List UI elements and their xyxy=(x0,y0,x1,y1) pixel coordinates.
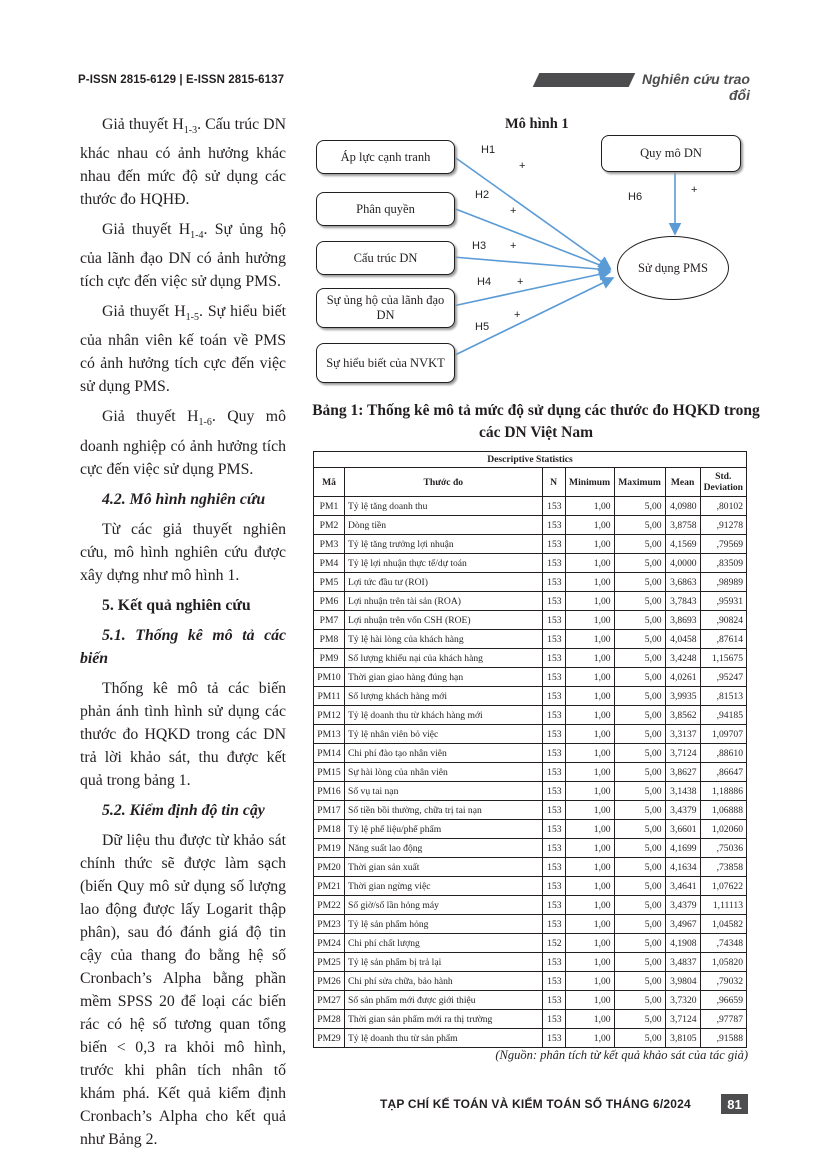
label-h5: H5 xyxy=(475,321,490,333)
cell-mean: 3,6601 xyxy=(665,820,700,839)
cell-maximum: 5,00 xyxy=(614,535,665,554)
cell-mean: 3,7124 xyxy=(665,744,700,763)
cell-n: 153 xyxy=(542,706,565,725)
cell-code: PM24 xyxy=(314,934,345,953)
cell-std-deviation: ,96659 xyxy=(700,991,746,1010)
cell-mean: 3,4379 xyxy=(665,801,700,820)
cell-n: 153 xyxy=(542,611,565,630)
cell-maximum: 5,00 xyxy=(614,1029,665,1048)
cell-maximum: 5,00 xyxy=(614,516,665,535)
header-decor-bar xyxy=(533,73,636,87)
cell-minimum: 1,00 xyxy=(565,820,614,839)
paragraph-4-2: Từ các giả thuyết nghiên cứu, mô hình nghiên cứu được xây dựng như mô hình 1. xyxy=(80,520,286,584)
cell-mean: 3,4967 xyxy=(665,915,700,934)
cell-maximum: 5,00 xyxy=(614,763,665,782)
col-header-maximum: Maximum xyxy=(614,468,665,497)
cell-code: PM10 xyxy=(314,668,345,687)
cell-n: 153 xyxy=(542,573,565,592)
cell-mean: 4,1569 xyxy=(665,535,700,554)
cell-minimum: 1,00 xyxy=(565,991,614,1010)
cell-code: PM5 xyxy=(314,573,345,592)
cell-std-deviation: 1,18886 xyxy=(700,782,746,801)
cell-minimum: 1,00 xyxy=(565,782,614,801)
cell-minimum: 1,00 xyxy=(565,687,614,706)
cell-n: 153 xyxy=(542,630,565,649)
cell-std-deviation: 1,09707 xyxy=(700,725,746,744)
box-leadership-support: Sự ủng hộ của lãnh đạo DN xyxy=(316,288,455,328)
cell-n: 153 xyxy=(542,991,565,1010)
cell-code: PM16 xyxy=(314,782,345,801)
hypothesis-h16: Giả thuyết $H_{1-6}$. Quy mô doanh nghiệp có ảnh hưởng tích cực đến việc sử dụng PMS. xyxy=(80,408,286,478)
cell-minimum: 1,00 xyxy=(565,801,614,820)
table-row xyxy=(314,1010,747,1029)
cell-measure: Sự hài lòng của nhân viên xyxy=(345,763,543,782)
cell-n: 153 xyxy=(542,801,565,820)
cell-measure: Tỷ lệ nhân viên bỏ việc xyxy=(345,725,543,744)
table-row xyxy=(314,972,747,991)
table-header-row xyxy=(314,468,747,497)
cell-maximum: 5,00 xyxy=(614,554,665,573)
table-row xyxy=(314,820,747,839)
cell-measure: Tỷ lệ lợi nhuận thực tế/dự toán xyxy=(345,554,543,573)
label-plus-5: + xyxy=(514,309,521,321)
table-row xyxy=(314,668,747,687)
cell-n: 153 xyxy=(542,877,565,896)
label-h4: H4 xyxy=(477,276,492,288)
cell-minimum: 1,00 xyxy=(565,934,614,953)
cell-code: PM29 xyxy=(314,1029,345,1048)
cell-minimum: 1,00 xyxy=(565,877,614,896)
heading-5-2: 5.2. Kiểm định độ tin cậy xyxy=(102,801,265,819)
arrow-h5 xyxy=(453,278,613,356)
cell-code: PM3 xyxy=(314,535,345,554)
cell-n: 153 xyxy=(542,972,565,991)
cell-mean: 3,7320 xyxy=(665,991,700,1010)
cell-minimum: 1,00 xyxy=(565,516,614,535)
cell-measure: Tỷ lệ doanh thu từ sản phẩm xyxy=(345,1029,543,1048)
section-title: Nghiên cứu trao đổi xyxy=(641,71,750,103)
cell-minimum: 1,00 xyxy=(565,763,614,782)
table-row xyxy=(314,630,747,649)
cell-measure: Số tiền bồi thường, chữa trị tai nạn xyxy=(345,801,543,820)
cell-measure: Tỷ lệ tăng doanh thu xyxy=(345,497,543,516)
cell-std-deviation: ,95247 xyxy=(700,668,746,687)
cell-maximum: 5,00 xyxy=(614,668,665,687)
table-row xyxy=(314,497,747,516)
cell-std-deviation: ,80102 xyxy=(700,497,746,516)
cell-mean: 3,4379 xyxy=(665,896,700,915)
heading-5-1: 5.1. Thống kê mô tả các biến xyxy=(80,626,286,667)
cell-std-deviation: ,87614 xyxy=(700,630,746,649)
cell-code: PM15 xyxy=(314,763,345,782)
cell-measure: Thời gian sản xuất xyxy=(345,858,543,877)
cell-maximum: 5,00 xyxy=(614,915,665,934)
cell-maximum: 5,00 xyxy=(614,953,665,972)
journal-footer: TẠP CHÍ KẾ TOÁN VÀ KIỂM TOÁN SỐ THÁNG 6/2024 xyxy=(380,1097,691,1111)
col-header-minimum: Minimum xyxy=(565,468,614,497)
cell-minimum: 1,00 xyxy=(565,649,614,668)
cell-minimum: 1,00 xyxy=(565,497,614,516)
cell-minimum: 1,00 xyxy=(565,706,614,725)
cell-std-deviation: ,95931 xyxy=(700,592,746,611)
cell-n: 153 xyxy=(542,1029,565,1048)
cell-minimum: 1,00 xyxy=(565,592,614,611)
label-plus-2: + xyxy=(510,205,517,217)
page-number: 81 xyxy=(721,1094,748,1114)
arrow-h2 xyxy=(453,208,610,269)
paragraph-5-2: Dữ liệu thu được từ khảo sát chính thức sẽ được làm sạch (biến Quy mô sử dụng số lượng lao động được lấy Logarit thập phân), sau đó đánh giá độ tin cậy của thang đo bằng hệ số Cronbach’s Alpha bằng phần mềm SPSS 20 để loại các biến rác có hệ số tương quan tổng biến < 0,3 ra khỏi mô hình, trước khi phân tích nhân tố khám phá. Kết quả kiểm định Cronbach’s Alpha cho kết quả như Bảng 2. xyxy=(80,831,286,1148)
table-row xyxy=(314,554,747,573)
cell-code: PM28 xyxy=(314,1010,345,1029)
cell-n: 153 xyxy=(542,592,565,611)
label-h2: H2 xyxy=(475,189,490,201)
cell-n: 153 xyxy=(542,839,565,858)
cell-measure: Dòng tiền xyxy=(345,516,543,535)
col-header-n: N xyxy=(542,468,565,497)
cell-measure: Tỷ lệ sản phẩm bị trả lại xyxy=(345,953,543,972)
cell-n: 153 xyxy=(542,497,565,516)
cell-code: PM19 xyxy=(314,839,345,858)
hypothesis-h13: Giả thuyết $H_{1-3}$. Cấu trúc DN khác nhau có ảnh hưởng khác nhau đến mức độ sử dụng các thước đo HQHĐ. xyxy=(80,116,286,209)
cell-std-deviation: 1,04582 xyxy=(700,915,746,934)
cell-mean: 4,0980 xyxy=(665,497,700,516)
table-row xyxy=(314,934,747,953)
cell-mean: 3,4641 xyxy=(665,877,700,896)
cell-maximum: 5,00 xyxy=(614,991,665,1010)
cell-code: PM9 xyxy=(314,649,345,668)
cell-code: PM21 xyxy=(314,877,345,896)
cell-mean: 4,1908 xyxy=(665,934,700,953)
cell-std-deviation: ,97787 xyxy=(700,1010,746,1029)
cell-mean: 4,1634 xyxy=(665,858,700,877)
box-structure: Cấu trúc DN xyxy=(316,241,455,275)
cell-mean: 3,1438 xyxy=(665,782,700,801)
cell-maximum: 5,00 xyxy=(614,877,665,896)
ellipse-pms-usage: Sử dụng PMS xyxy=(617,236,729,300)
cell-measure: Chi phí chất lượng xyxy=(345,934,543,953)
cell-n: 153 xyxy=(542,763,565,782)
cell-minimum: 1,00 xyxy=(565,858,614,877)
cell-measure: Số giờ/số lần hỏng máy xyxy=(345,896,543,915)
cell-code: PM1 xyxy=(314,497,345,516)
cell-maximum: 5,00 xyxy=(614,497,665,516)
cell-minimum: 1,00 xyxy=(565,630,614,649)
table-row xyxy=(314,725,747,744)
table-row xyxy=(314,1029,747,1048)
cell-std-deviation: ,79569 xyxy=(700,535,746,554)
table-row xyxy=(314,611,747,630)
table-row xyxy=(314,649,747,668)
cell-std-deviation: ,91278 xyxy=(700,516,746,535)
cell-std-deviation: ,83509 xyxy=(700,554,746,573)
cell-measure: Tỷ lệ hài lòng của khách hàng xyxy=(345,630,543,649)
cell-std-deviation: ,88610 xyxy=(700,744,746,763)
box-competitive-pressure: Áp lực cạnh tranh xyxy=(316,140,455,174)
cell-code: PM27 xyxy=(314,991,345,1010)
cell-measure: Số lượng khiếu nại của khách hàng xyxy=(345,649,543,668)
cell-measure: Số sản phẩm mới được giới thiệu xyxy=(345,991,543,1010)
cell-n: 153 xyxy=(542,782,565,801)
cell-measure: Tỷ lệ sản phẩm hỏng xyxy=(345,915,543,934)
cell-std-deviation: ,98989 xyxy=(700,573,746,592)
box-accountant-knowledge: Sự hiểu biết của NVKT xyxy=(316,343,455,383)
cell-mean: 3,8693 xyxy=(665,611,700,630)
cell-maximum: 5,00 xyxy=(614,801,665,820)
cell-measure: Tỷ lệ phế liệu/phế phẩm xyxy=(345,820,543,839)
diagram-title: Mô hình 1 xyxy=(505,116,569,132)
cell-measure: Số lượng khách hàng mới xyxy=(345,687,543,706)
table-row xyxy=(314,782,747,801)
box-firm-size: Quy mô DN xyxy=(601,135,741,172)
cell-code: PM6 xyxy=(314,592,345,611)
cell-minimum: 1,00 xyxy=(565,725,614,744)
table-1-title: Bảng 1: Thống kê mô tả mức độ sử dụng các thước đo HQKD trong các DN Việt Nam xyxy=(312,402,760,441)
cell-measure: Chi phí sửa chữa, bảo hành xyxy=(345,972,543,991)
cell-code: PM25 xyxy=(314,953,345,972)
box-decentralization: Phân quyền xyxy=(316,192,455,226)
cell-std-deviation: 1,05820 xyxy=(700,953,746,972)
hypothesis-h15: Giả thuyết $H_{1-5}$. Sự hiểu biết của nhân viên kế toán về PMS có ảnh hưởng tích cực đến việc sử dụng PMS. xyxy=(80,303,286,396)
table-row xyxy=(314,858,747,877)
cell-std-deviation: ,91588 xyxy=(700,1029,746,1048)
table-caption: Descriptive Statistics xyxy=(314,452,747,468)
cell-minimum: 1,00 xyxy=(565,1010,614,1029)
cell-code: PM18 xyxy=(314,820,345,839)
table-row xyxy=(314,706,747,725)
table-body xyxy=(314,497,747,1048)
table-row xyxy=(314,953,747,972)
table-row xyxy=(314,839,747,858)
cell-measure: Lợi nhuận trên tài sản (ROA) xyxy=(345,592,543,611)
cell-mean: 3,4248 xyxy=(665,649,700,668)
cell-minimum: 1,00 xyxy=(565,535,614,554)
cell-code: PM8 xyxy=(314,630,345,649)
cell-mean: 3,7843 xyxy=(665,592,700,611)
cell-std-deviation: ,94185 xyxy=(700,706,746,725)
cell-code: PM13 xyxy=(314,725,345,744)
cell-std-deviation: 1,11113 xyxy=(700,896,746,915)
cell-minimum: 1,00 xyxy=(565,668,614,687)
cell-std-deviation: ,90824 xyxy=(700,611,746,630)
cell-n: 153 xyxy=(542,744,565,763)
label-plus-6: + xyxy=(691,184,698,196)
cell-maximum: 5,00 xyxy=(614,1010,665,1029)
cell-n: 153 xyxy=(542,725,565,744)
cell-std-deviation: ,81513 xyxy=(700,687,746,706)
table-row xyxy=(314,915,747,934)
cell-mean: 3,4837 xyxy=(665,953,700,972)
cell-maximum: 5,00 xyxy=(614,896,665,915)
cell-std-deviation: ,73858 xyxy=(700,858,746,877)
table-row xyxy=(314,896,747,915)
cell-minimum: 1,00 xyxy=(565,896,614,915)
label-h1: H1 xyxy=(481,144,496,156)
cell-maximum: 5,00 xyxy=(614,820,665,839)
cell-measure: Chi phí đào tạo nhân viên xyxy=(345,744,543,763)
cell-n: 153 xyxy=(542,516,565,535)
cell-maximum: 5,00 xyxy=(614,592,665,611)
cell-measure: Năng suất lao động xyxy=(345,839,543,858)
research-model-diagram xyxy=(305,110,755,395)
cell-std-deviation: ,75036 xyxy=(700,839,746,858)
cell-measure: Số vụ tai nạn xyxy=(345,782,543,801)
cell-code: PM20 xyxy=(314,858,345,877)
cell-n: 153 xyxy=(542,953,565,972)
cell-mean: 4,0261 xyxy=(665,668,700,687)
label-plus-1: + xyxy=(519,160,526,172)
cell-code: PM11 xyxy=(314,687,345,706)
col-header-measure: Thước đo xyxy=(345,468,543,497)
table-source-note: (Nguồn: phân tích từ kết quả khảo sát của tác giả) xyxy=(495,1048,748,1062)
cell-mean: 3,8105 xyxy=(665,1029,700,1048)
table-row xyxy=(314,592,747,611)
cell-code: PM2 xyxy=(314,516,345,535)
cell-mean: 3,6863 xyxy=(665,573,700,592)
cell-mean: 3,9804 xyxy=(665,972,700,991)
col-header-code: Mã xyxy=(314,468,345,497)
table-row xyxy=(314,516,747,535)
cell-measure: Thời gian sản phẩm mới ra thị trường xyxy=(345,1010,543,1029)
cell-std-deviation: 1,15675 xyxy=(700,649,746,668)
table-row xyxy=(314,991,747,1010)
cell-mean: 4,1699 xyxy=(665,839,700,858)
cell-n: 153 xyxy=(542,896,565,915)
cell-maximum: 5,00 xyxy=(614,839,665,858)
cell-minimum: 1,00 xyxy=(565,972,614,991)
label-h3: H3 xyxy=(472,240,487,252)
table-row xyxy=(314,744,747,763)
cell-n: 153 xyxy=(542,915,565,934)
table-row xyxy=(314,877,747,896)
cell-maximum: 5,00 xyxy=(614,725,665,744)
cell-std-deviation: 1,02060 xyxy=(700,820,746,839)
cell-measure: Lợi nhuận trên vốn CSH (ROE) xyxy=(345,611,543,630)
cell-std-deviation: 1,06888 xyxy=(700,801,746,820)
cell-minimum: 1,00 xyxy=(565,554,614,573)
cell-measure: Tỷ lệ tăng trưởng lợi nhuận xyxy=(345,535,543,554)
cell-maximum: 5,00 xyxy=(614,687,665,706)
cell-std-deviation: ,86647 xyxy=(700,763,746,782)
table-row xyxy=(314,535,747,554)
cell-minimum: 1,00 xyxy=(565,915,614,934)
cell-code: PM7 xyxy=(314,611,345,630)
cell-minimum: 1,00 xyxy=(565,744,614,763)
cell-n: 153 xyxy=(542,649,565,668)
cell-maximum: 5,00 xyxy=(614,934,665,953)
cell-maximum: 5,00 xyxy=(614,573,665,592)
col-header-std-deviation: Std. Deviation xyxy=(700,468,746,497)
cell-maximum: 5,00 xyxy=(614,630,665,649)
col-header-mean: Mean xyxy=(665,468,700,497)
cell-n: 153 xyxy=(542,554,565,573)
cell-mean: 3,8562 xyxy=(665,706,700,725)
cell-minimum: 1,00 xyxy=(565,953,614,972)
label-h6: H6 xyxy=(628,191,643,203)
paragraph-5-1: Thống kê mô tả các biến phản ánh tình hình sử dụng các thước đo HQKD trong các DN trả lời khảo sát, thu được kết quả trong bảng 1. xyxy=(80,679,286,789)
cell-n: 152 xyxy=(542,934,565,953)
cell-std-deviation: ,74348 xyxy=(700,934,746,953)
cell-mean: 3,8758 xyxy=(665,516,700,535)
label-plus-4: + xyxy=(517,276,524,288)
cell-mean: 4,0000 xyxy=(665,554,700,573)
cell-minimum: 1,00 xyxy=(565,611,614,630)
cell-maximum: 5,00 xyxy=(614,782,665,801)
cell-n: 153 xyxy=(542,820,565,839)
cell-code: PM17 xyxy=(314,801,345,820)
cell-code: PM22 xyxy=(314,896,345,915)
cell-maximum: 5,00 xyxy=(614,611,665,630)
heading-4-2: 4.2. Mô hình nghiên cứu xyxy=(102,490,266,508)
issn-line: P-ISSN 2815-6129 | E-ISSN 2815-6137 xyxy=(78,74,285,86)
left-column xyxy=(80,113,286,1158)
cell-n: 153 xyxy=(542,858,565,877)
cell-code: PM23 xyxy=(314,915,345,934)
cell-mean: 3,3137 xyxy=(665,725,700,744)
cell-n: 153 xyxy=(542,687,565,706)
cell-minimum: 1,00 xyxy=(565,573,614,592)
cell-measure: Lợi tức đầu tư (ROI) xyxy=(345,573,543,592)
cell-mean: 4,0458 xyxy=(665,630,700,649)
cell-code: PM4 xyxy=(314,554,345,573)
cell-measure: Thời gian giao hàng đúng hạn xyxy=(345,668,543,687)
cell-code: PM12 xyxy=(314,706,345,725)
cell-n: 153 xyxy=(542,668,565,687)
cell-measure: Tỷ lệ doanh thu từ khách hàng mới xyxy=(345,706,543,725)
cell-std-deviation: 1,07622 xyxy=(700,877,746,896)
cell-n: 153 xyxy=(542,535,565,554)
cell-mean: 3,7124 xyxy=(665,1010,700,1029)
arrow-h3 xyxy=(453,257,610,270)
cell-minimum: 1,00 xyxy=(565,1029,614,1048)
cell-measure: Thời gian ngừng việc xyxy=(345,877,543,896)
cell-maximum: 5,00 xyxy=(614,972,665,991)
cell-std-deviation: ,79032 xyxy=(700,972,746,991)
label-plus-3: + xyxy=(510,240,517,252)
hypothesis-h14: Giả thuyết $H_{1-4}$. Sự ủng hộ của lãnh đạo DN có ảnh hưởng tích cực đến việc sử dụng PMS. xyxy=(80,221,286,291)
cell-mean: 3,8627 xyxy=(665,763,700,782)
table-row xyxy=(314,763,747,782)
cell-minimum: 1,00 xyxy=(565,839,614,858)
cell-maximum: 5,00 xyxy=(614,744,665,763)
descriptive-statistics-table xyxy=(313,451,747,1048)
cell-maximum: 5,00 xyxy=(614,706,665,725)
table-row xyxy=(314,687,747,706)
cell-code: PM26 xyxy=(314,972,345,991)
cell-mean: 3,9935 xyxy=(665,687,700,706)
cell-n: 153 xyxy=(542,1010,565,1029)
table-row xyxy=(314,801,747,820)
cell-maximum: 5,00 xyxy=(614,858,665,877)
heading-5: 5. Kết quả nghiên cứu xyxy=(102,596,251,614)
table-row xyxy=(314,573,747,592)
cell-maximum: 5,00 xyxy=(614,649,665,668)
cell-code: PM14 xyxy=(314,744,345,763)
